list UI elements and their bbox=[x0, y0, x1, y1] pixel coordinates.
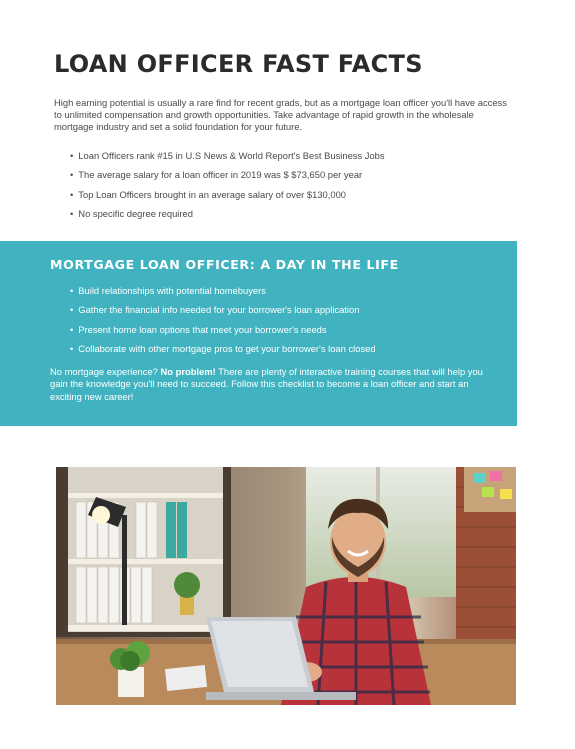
day-item: • Build relationships with potential homebuyers bbox=[70, 281, 376, 300]
para-rest: There are plenty of interactive training courses that will help you gain the knowledge you'll need to succeed. Follow this checklist to become a loan officer and start an exciting new career! bbox=[50, 366, 483, 402]
para-lead: No mortgage experience? bbox=[50, 366, 158, 377]
day-in-life-section bbox=[0, 241, 517, 426]
day-item: • Collaborate with other mortgage pros to get your borrower's loan closed bbox=[70, 339, 376, 358]
day-in-life-list bbox=[70, 281, 376, 358]
day-item: • Present home loan options that meet your borrower's needs bbox=[70, 320, 376, 339]
intro-paragraph: High earning potential is usually a rare find for recent grads, but as a mortgage loan officer you'll have access to unlimited compensation and growth opportunities. Take advantage of rapid growth in the wholesale mortgage industry and set a solid foundation for your future. bbox=[54, 97, 507, 132]
day-item: • Gather the financial info needed for your borrower's loan application bbox=[70, 300, 376, 319]
section-title: MORTGAGE LOAN OFFICER: A DAY IN THE LIFE bbox=[50, 257, 399, 272]
para-emphasis: No problem! bbox=[160, 366, 216, 377]
fact-item: • Loan Officers rank #15 in U.S News & World Report's Best Business Jobs bbox=[70, 146, 385, 165]
fact-item: • The average salary for a loan officer in 2019 was $ $73,650 per year bbox=[70, 165, 385, 184]
fact-item: • No specific degree required bbox=[70, 204, 385, 223]
fact-item: • Top Loan Officers brought in an average salary of over $130,000 bbox=[70, 185, 385, 204]
office-photo bbox=[56, 467, 516, 705]
section-paragraph bbox=[50, 366, 490, 403]
fast-facts-list bbox=[70, 146, 385, 223]
page-title: LOAN OFFICER FAST FACTS bbox=[54, 50, 423, 78]
